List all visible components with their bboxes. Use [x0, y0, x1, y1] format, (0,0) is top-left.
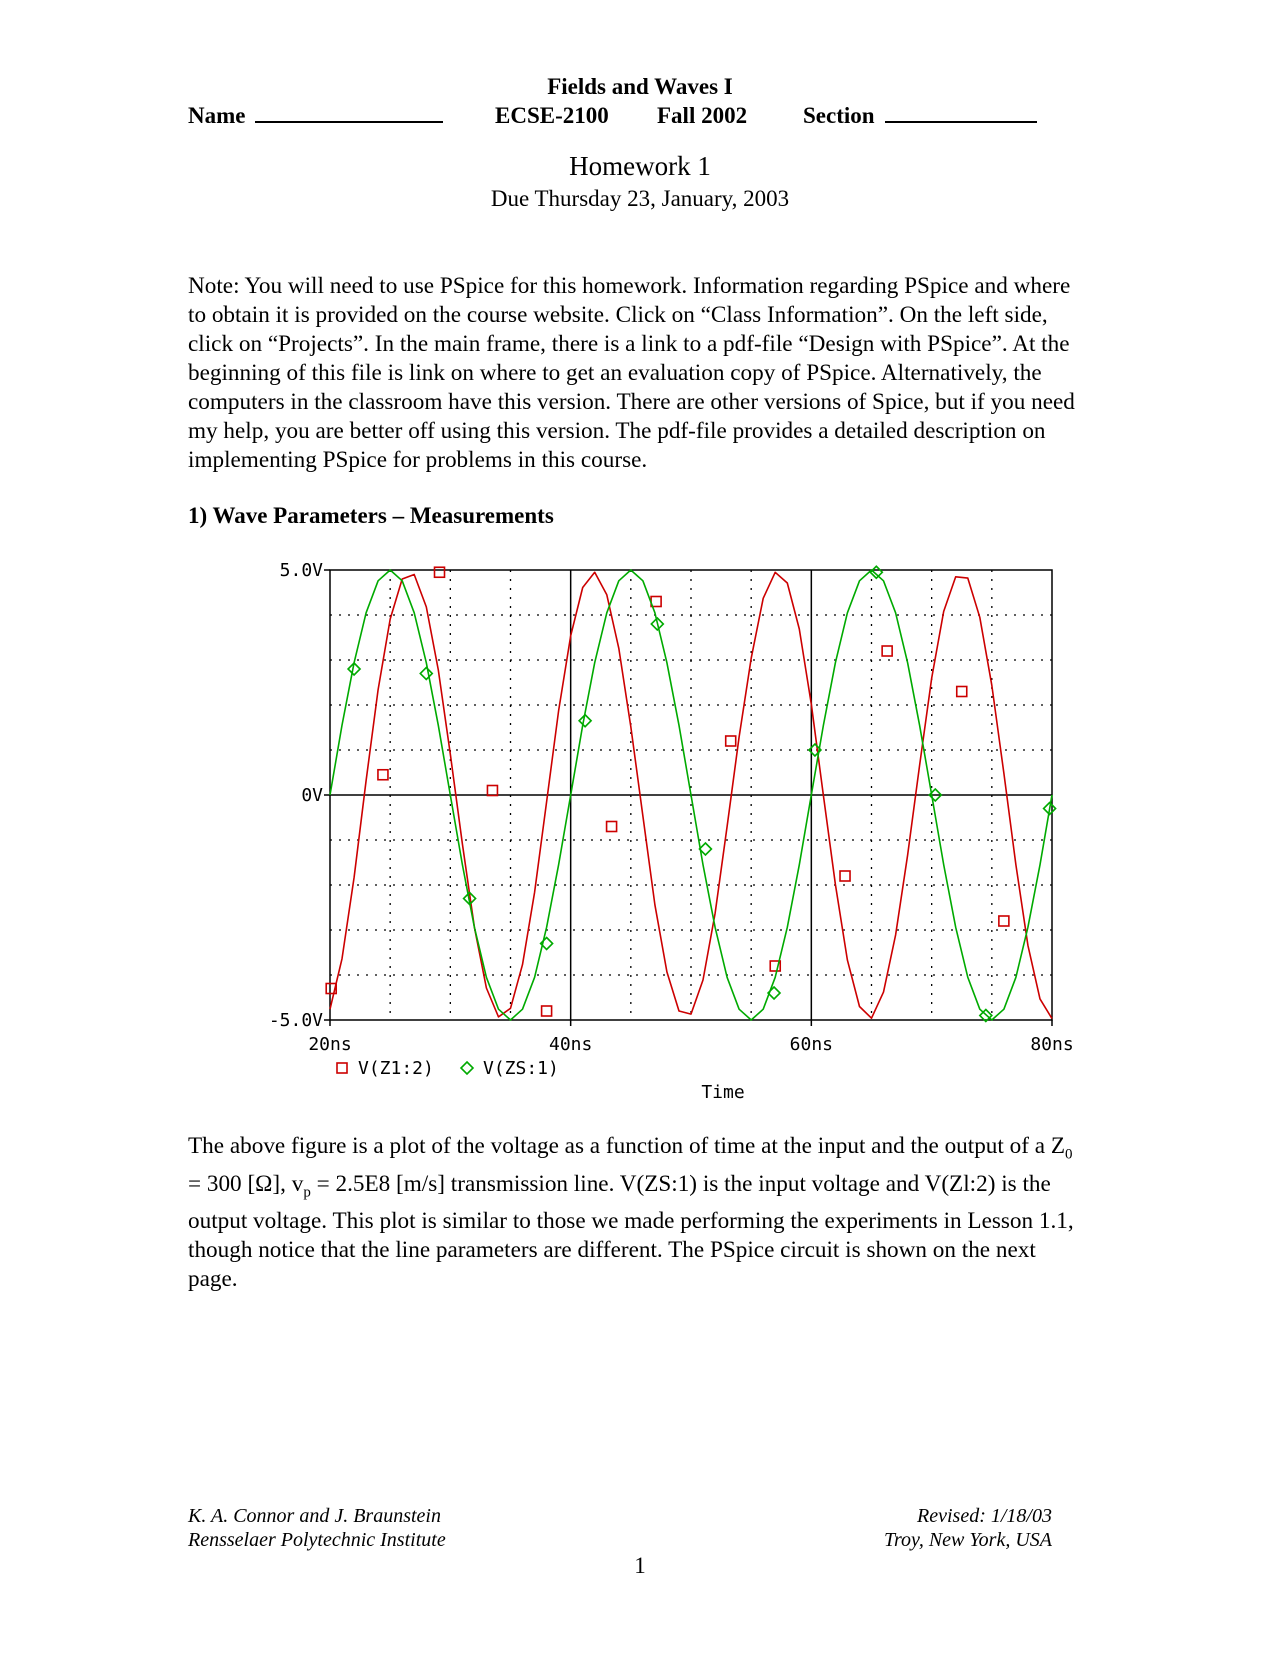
x-axis-title: Time	[701, 1082, 745, 1103]
footer-left	[188, 1504, 446, 1552]
footer-institution: Rensselaer Polytechnic Institute	[188, 1529, 446, 1551]
section-heading: 1) Wave Parameters – Measurements	[188, 503, 554, 528]
section-label: Section	[803, 103, 875, 128]
y-tick-label: 5.0V	[279, 560, 323, 581]
page-number: 1	[634, 1553, 646, 1578]
diamond-marker	[420, 668, 432, 680]
square-marker	[957, 687, 967, 697]
square-marker	[840, 871, 850, 881]
footer-location: Troy, New York, USA	[884, 1529, 1052, 1551]
square-marker	[607, 822, 617, 832]
square-marker	[337, 1063, 347, 1073]
square-marker	[378, 770, 388, 780]
description-part1: The above figure is a plot of the voltage as a function of time at the input and the output of a Z	[188, 1133, 1066, 1159]
footer-authors: K. A. Connor and J. Braunstein	[188, 1505, 441, 1527]
chart-axes	[324, 570, 1052, 1026]
z-subscript: 0	[1065, 1146, 1073, 1163]
name-label: Name	[188, 103, 246, 128]
note-paragraph: Note: You will need to use PSpice for this homework. Information regarding PSpice and where to obtain it is provided on the course website. Click on “Class Information”. On the left side, click on “Projects”. In the main frame, there is a link to a pdf-file “Design with PSpice”. At the beginning of this file is link on where to get an evaluation copy of PSpice. Alternatively, the computers in the classroom have this version. There are other versions of Spice, but if you need my help, you are better off using this version. The pdf-file provides a detailed description on implementing PSpice for problems in this course.	[188, 273, 1075, 473]
footer-right	[884, 1504, 1052, 1552]
square-marker	[542, 1006, 552, 1016]
x-tick-label: 20ns	[308, 1034, 352, 1055]
legend-label: V(ZS:1)	[483, 1058, 559, 1079]
term: Fall 2002	[657, 103, 748, 128]
course-code: ECSE-2100	[495, 103, 609, 128]
y-tick-label: -5.0V	[268, 1010, 323, 1031]
legend-label: V(Z1:2)	[358, 1058, 434, 1079]
square-marker	[435, 567, 445, 577]
y-tick-label: 0V	[301, 785, 323, 806]
x-tick-label: 60ns	[789, 1034, 834, 1055]
square-marker	[882, 646, 892, 656]
square-marker	[487, 786, 497, 796]
description-part3: = 2.5E8 [m/s] transmission line. V(ZS:1) is the input voltage and V(Zl:2) is the output voltage. This plot is similar to those we made performing the experiments in Lesson 1.1, though notice that the line parameters are different. The PSpice circuit is shown on the next page.	[188, 1170, 1074, 1293]
homework-title: Homework 1	[569, 151, 711, 181]
diamond-marker	[461, 1062, 473, 1074]
footer-revised: Revised: 1/18/03	[917, 1505, 1052, 1527]
due-date: Due Thursday 23, January, 2003	[490, 186, 790, 211]
square-marker	[726, 736, 736, 746]
description-paragraph	[188, 1132, 1088, 1294]
course-title: Fields and Waves I	[547, 74, 733, 99]
diamond-marker	[870, 566, 882, 578]
description-part2: = 300 [Ω], v	[188, 1170, 304, 1197]
v-subscript: p	[303, 1184, 311, 1201]
x-tick-label: 80ns	[1030, 1034, 1074, 1055]
square-marker	[999, 916, 1009, 926]
x-tick-label: 40ns	[548, 1034, 593, 1055]
